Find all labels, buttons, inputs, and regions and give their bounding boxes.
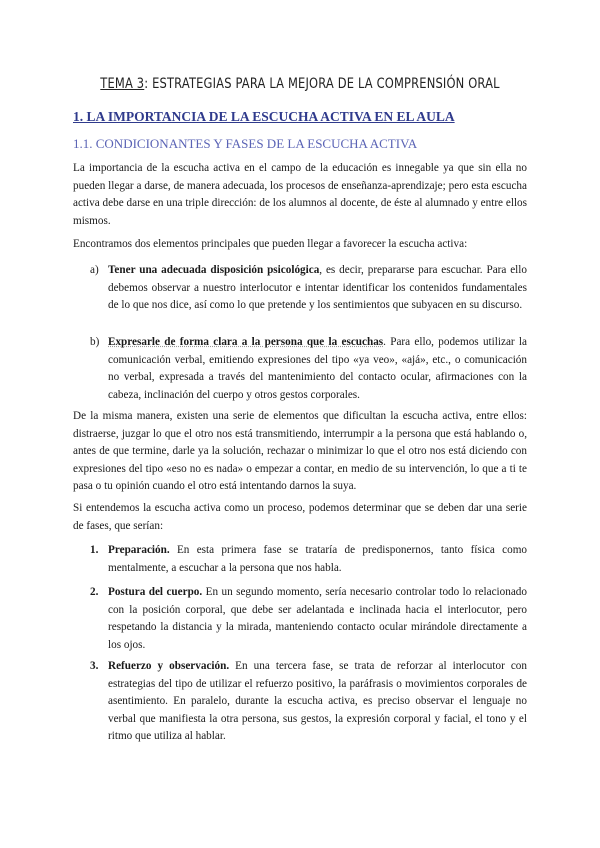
intro-paragraph: La importancia de la escucha activa en el campo de la educación es innegable ya que sin ella no pueden llegar a darse, de manera adecuada, los procesos de enseñanza-aprendizaje; pero esta escucha activa debe darse en una triple dirección: de los alumnos al docente, de éste al alumnado y entre ellos mismos. [73,162,527,227]
obstacles-paragraph: De la misma manera, existen una serie de elementos que dificultan la escucha activa, entre ellos: distraerse, juzgar lo que el otro nos está transmitiendo, interrumpir a la persona que está hablando o, antes de que termine, darle ya la solución, rechazar o minimizar lo que el otro nos está diciendo con expresiones del tipo «eso no es nada» o empezar a contar, en medio de su intervención, lo que a ti te pasa o tu opinión cuando el otro está intentando darnos la suya. [73,410,527,493]
subsection-heading: 1.1. CONDICIONANTES Y FASES DE LA ESCUCHA ACTIVA [73,136,418,151]
page-title [54,76,546,92]
list-item-a [108,262,527,315]
list-marker-a: a) [90,264,99,276]
phase-item-3-lead: Refuerzo y observación. [108,660,230,672]
phase-item-3-text: En una tercera fase, se trata de reforzar al interlocutor con estrategias del tipo de utilizar el refuerzo positivo, la paráfrasis o movimientos corporales de asentimiento. En paralelo, durante la escucha activa, es preciso observar el lenguaje no verbal que manifiesta la otra persona, sus gestos, la expresión corporal y facial, el tono y el ritmo que utiliza al hablar. [108,660,527,743]
phase-item-2-text: En un segundo momento, sería necesario controlar todo lo relacionado con la posición corporal, que debe ser adelantada e inclinada hacia el interlocutor, pero respetando la distancia y la mirada, manteniendo contacto ocular mirándole directamente a los ojos. [108,586,527,651]
list-item-a-text: , es decir, prepararse para escuchar. Para ello debemos observar a nuestro interlocutor e intentar identificar los contenidos fundamentales de lo que nos dice, así como lo que pretende y los sentimientos que subyacen en su discurso. [108,264,527,312]
phase-item-1-lead: Preparación. [108,544,170,556]
phase-item-1-text: En esta primera fase se trataría de predisponernos, tanto física como mentalmente, a escuchar a la persona que nos habla. [108,544,527,574]
list-item-a-lead: Tener una adecuada disposición psicológica [108,264,320,276]
title-topic-number: TEMA 3 [100,76,145,92]
section-heading: 1. LA IMPORTANCIA DE LA ESCUCHA ACTIVA EN EL AULA [73,109,455,124]
phases-intro-paragraph: Si entendemos la escucha activa como un proceso, podemos determinar que se deben dar una serie de fases, que serían: [73,502,527,532]
phase-item-1 [108,542,527,577]
phase-marker-3: 3. [90,660,99,672]
phase-item-2-lead: Postura del cuerpo. [108,586,203,598]
list-item-b [108,334,527,404]
phase-marker-1: 1. [90,544,99,556]
phase-item-3 [108,658,527,746]
list-marker-b: b) [90,336,100,348]
title-topic-name: : ESTRATEGIAS PARA LA MEJORA DE LA COMPRENSIÓN ORAL [144,76,500,92]
list-item-b-lead: Expresarle de forma clara a la persona que la escuchas [108,336,384,348]
phase-item-2 [108,584,527,654]
phase-marker-2: 2. [90,586,99,598]
list-item-b-text: . Para ello, podemos utilizar la comunicación verbal, emitiendo expresiones del tipo «ya veo», «ajá», etc., o comunicación no verbal, expresada a través del mantenimiento del contacto ocular, afirmaciones con la cabeza, inclinación del cuerpo y otros gestos corporales. [108,336,527,401]
elements-intro-paragraph: Encontramos dos elementos principales que pueden llegar a favorecer la escucha activa: [73,238,468,250]
